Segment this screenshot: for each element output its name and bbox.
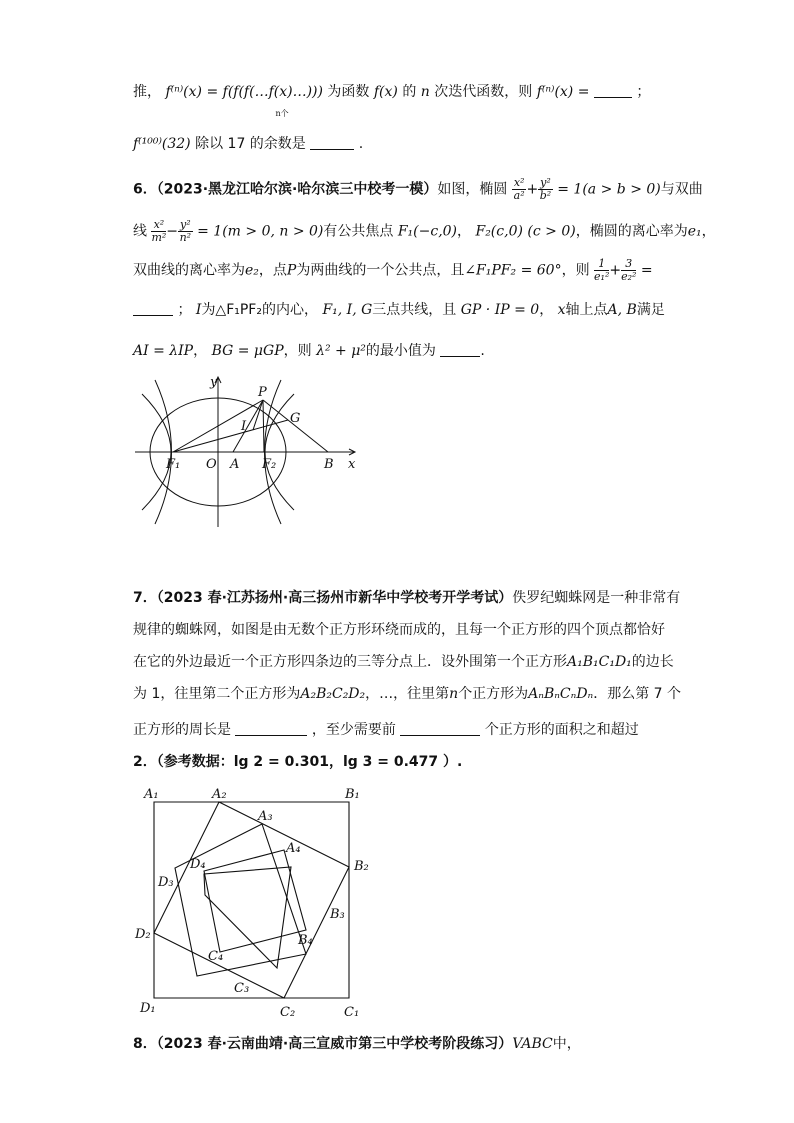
label-D3: D₃ [158,875,174,890]
p7-line2: 规律的蜘蛛网，如图是由无数个正方形环绕而成的，且每一个正方形的四个顶点都恰好 [133,622,665,638]
square-A1B1C1D1 [154,802,349,998]
problem-source: （2023 春·江苏扬州·高三扬州市新华中学校考开学考试） [156,590,513,606]
segment-F1-G [173,420,288,452]
p7-line4: 为 1，往里第二个正方形为A₂B₂C₂D₂，…，往里第n个正方形为AₙBₙCₙDₙ．那么第 7 个 [133,686,682,702]
label-I: I [241,419,247,434]
label-O: O [206,457,217,472]
problem-number: 7． [133,590,157,606]
label-C2: C₂ [280,1005,296,1020]
label-F2: F₂ [262,457,277,472]
answer-blank [310,135,354,150]
segment-P-B [263,400,328,452]
label-D4: D₄ [190,857,206,872]
p5-line1: 推， f⁽ⁿ⁾(x) = f(f(f(…f(x)…))) n个 为函数 f(x) 的 n 次迭代函数，则 f⁽ⁿ⁾(x) = ； [133,82,650,102]
square-A2B2C2D2 [154,802,349,998]
p7-line1: 7．（2023 春·江苏扬州·高三扬州市新华中学校考开学考试）佚罗纪蜘蛛网是一种非常有 [133,590,681,606]
label-C1: C₁ [344,1005,360,1020]
label-y: y [210,375,218,390]
iteration-definition: f⁽ⁿ⁾(x) = f(f(f(…f(x)…))) n个 [165,84,327,100]
y2-over-b2: $\frac{\text{y²}}{\text{b²}}$ [539,176,552,202]
answer-blank [594,83,632,98]
problem-source: （2023 春·云南曲靖·高三宣威市第三中学校考阶段练习） [156,1036,513,1052]
label-B1: B₁ [345,787,360,802]
problem-source: （2023·黑龙江哈尔滨·哈尔滨三中校考一模） [156,181,438,198]
n-times-note: n个 [275,109,289,118]
p8-line1: 8．（2023 春·云南曲靖·高三宣威市第三中学校考阶段练习）VABC中， [133,1036,581,1052]
p7-line5: 正方形的周长是 ，至少需要前 个正方形的面积之和超过 [133,722,639,738]
p5-line2: f⁽¹⁰⁰⁾(32) 除以 17 的余数是 . [133,136,364,152]
label-A4: A₄ [286,841,301,856]
problem-number: 6． [133,181,157,198]
p6-line1: 6．（2023·黑龙江哈尔滨·哈尔滨三中校考一模）如图，椭圆 $\frac{\text{x²}}{\text{a²}}$ + $\frac{\text{y²}}{\text{b²}}$ = 1(a > b > 0)与双曲 [133,176,703,202]
label-x: x [348,457,356,472]
label-A1: A₁ [144,787,159,802]
p7-line3: 在它的外边最近一个正方形四条边的三等分点上．设外围第一个正方形A₁B₁C₁D₁的边长 [133,654,674,670]
p6-line2: 线 $\frac{\text{x²}}{\text{m²}}$ − $\frac{\text{y²}}{\text{n²}}$ = 1(m > 0, n > 0)有公共焦点 F₁(−c,0)， F₂(c,0) (c > 0)，椭圆的离心率为e₁， [133,218,716,244]
x2-over-a2: $\frac{\text{x²}}{\text{a²}}$ [513,176,525,202]
label-A3: A₃ [258,809,273,824]
label-G: G [290,411,301,426]
answer-blank [440,342,480,357]
answer-blank [235,721,307,736]
p7-line6: 2．（参考数据：lg 2 = 0.301，lg 3 = 0.477 ）. [133,754,463,770]
hyperbola-equation: = 1(m > 0, n > 0) [197,223,324,240]
p5-prefix: 推， [133,84,161,100]
segment-P-A [233,400,263,452]
label-A: A [230,457,240,472]
label-D1: D₁ [140,1001,156,1016]
label-B2: B₂ [354,859,369,874]
label-B4: B₄ [298,933,313,948]
segment-P-F2 [263,400,264,452]
label-B3: B₃ [330,907,345,922]
ellipse-equation: = 1(a > b > 0) [557,181,661,198]
p6-line5: AI = λIP， BG = μGP，则 λ² + μ²的最小值为 . [133,343,485,359]
label-C4: C₄ [208,949,224,964]
label-A2: A₂ [212,787,227,802]
problem-number: 8． [133,1036,157,1052]
answer-blank [133,301,173,316]
square-inner [204,850,306,952]
label-D2: D₂ [135,927,151,942]
p6-line4: ； I为△F₁PF₂的内心， F₁, I, G三点共线，且 GP · IP = 0， x轴上点A, B满足 [133,300,665,320]
label-F1: F₁ [166,457,181,472]
label-P: P [258,385,267,400]
label-B: B [324,457,334,472]
label-C3: C₃ [234,981,250,996]
ellipse-hyperbola-figure [130,372,370,532]
spider-web-squares-figure [130,780,380,1020]
p6-line3: 双曲线的离心率为e₂，点P为两曲线的一个公共点，且∠F₁PF₂ = 60°，则 $\frac{1}{\text{e₁²}}$ + $\frac{3}{\text{e₂²}}$ = [133,257,653,283]
answer-blank [400,721,480,736]
